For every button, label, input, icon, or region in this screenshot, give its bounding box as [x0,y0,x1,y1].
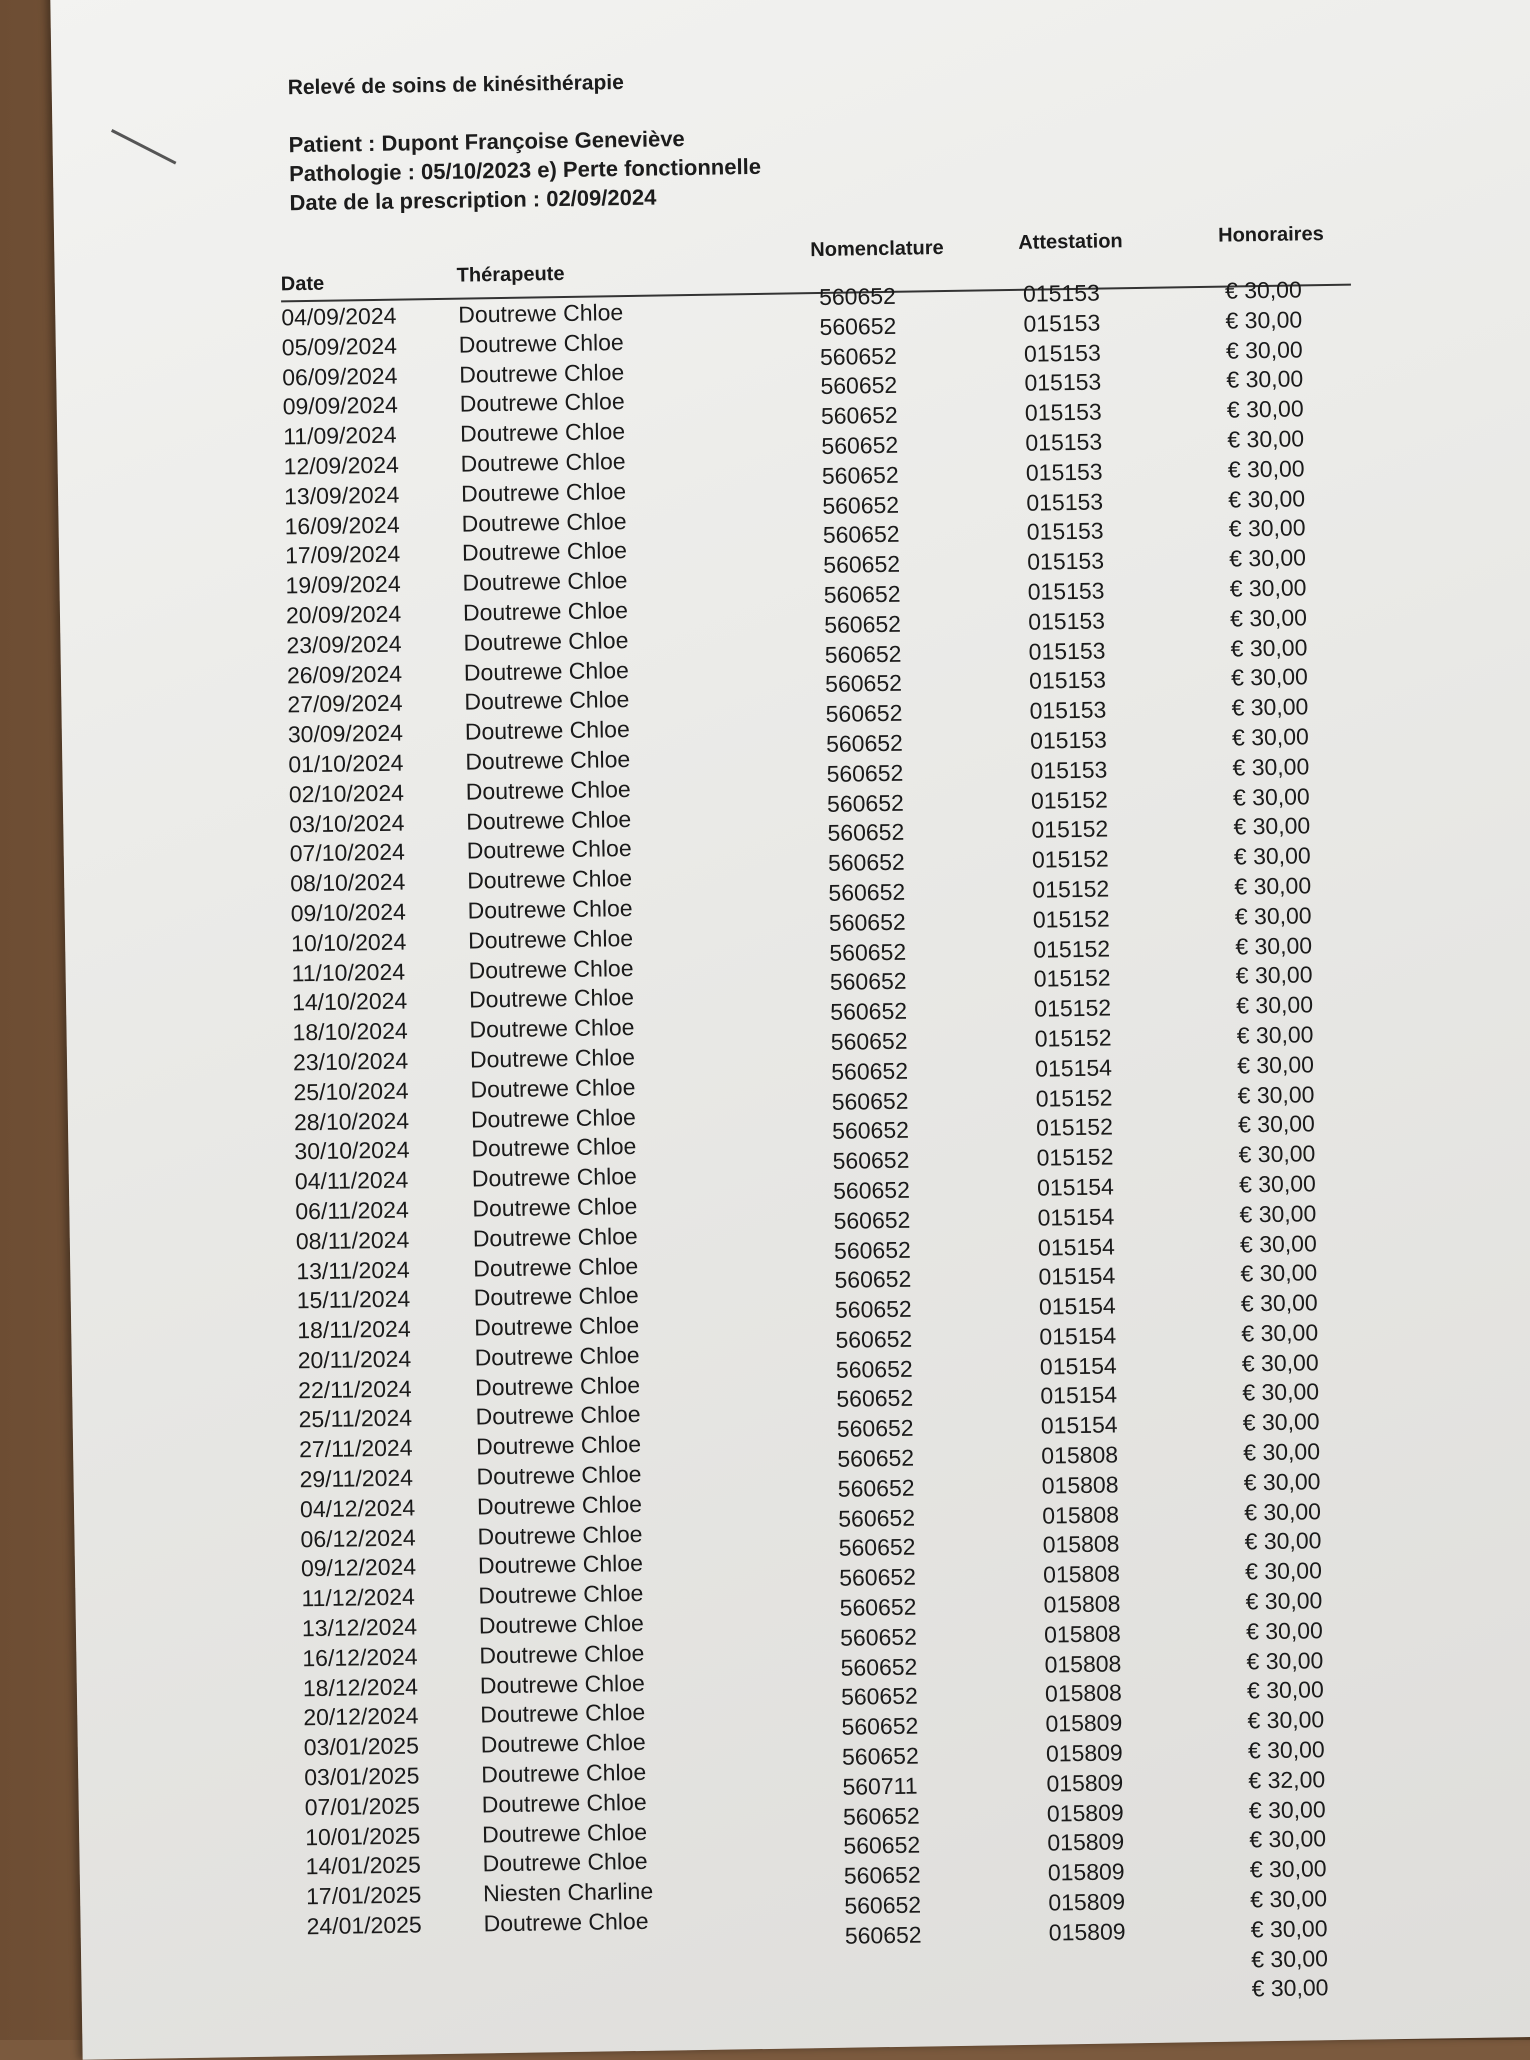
cell-attestation: 015808 [1043,1590,1121,1618]
cell-nomenclature: 560652 [836,1385,914,1413]
cell-attestation: 015808 [1042,1560,1121,1588]
cell-date: 13/11/2024 [296,1256,410,1284]
column-header-fees: Honoraires [1217,223,1324,247]
cell-nomenclature: 560652 [822,521,900,549]
cell-attestation: 015153 [1026,488,1104,516]
cell-nomenclature: 560711 [842,1772,918,1800]
cell-date: 05/09/2024 [281,332,398,361]
cell-attestation: 015153 [1028,666,1107,695]
cell-date: 01/10/2024 [288,749,404,778]
cell-attestation: 015153 [1022,279,1100,307]
column-header-therapist: Thérapeute [456,262,565,287]
cell-nomenclature: 560652 [833,1236,911,1264]
cell-attestation: 015153 [1029,696,1107,724]
prescription-date-line: Date de la prescription : 02/09/2024 [289,184,657,216]
document-page [50,0,1530,2060]
cell-therapist: Doutrewe Chloe [462,596,629,626]
cell-fee: € 30,00 [1236,991,1314,1019]
cell-therapist: Doutrewe Chloe [460,448,626,477]
cell-date: 25/11/2024 [298,1404,413,1433]
cell-date: 30/09/2024 [287,719,404,748]
cell-therapist: Doutrewe Chloe [463,656,630,686]
patient-line: Patient : Dupont Françoise Geneviève [288,126,685,158]
cell-attestation: 015153 [1027,607,1106,635]
cell-fee: € 30,00 [1229,544,1307,572]
cell-therapist: Doutrewe Chloe [459,358,625,388]
cell-attestation: 015808 [1044,1679,1122,1708]
cell-nomenclature: 560652 [838,1504,916,1532]
cell-fee: € 30,00 [1225,306,1303,334]
cell-nomenclature: 560652 [844,1921,922,1949]
cell-attestation: 015154 [1040,1381,1118,1410]
cell-date: 03/10/2024 [289,809,405,837]
cell-therapist: Doutrewe Chloe [474,1312,640,1341]
cell-fee: € 30,00 [1247,1736,1325,1764]
cell-therapist: Doutrewe Chloe [482,1848,648,1877]
cell-fee: € 30,00 [1230,663,1309,691]
cell-nomenclature: 560652 [831,1087,909,1115]
cell-therapist: Doutrewe Chloe [475,1401,641,1430]
cell-fee: € 30,00 [1237,1080,1315,1108]
cell-date: 18/12/2024 [302,1673,419,1701]
cell-fee: € 30,00 [1245,1587,1323,1615]
column-header-date: Date [280,272,325,296]
cell-date: 08/11/2024 [295,1226,410,1254]
cell-therapist: Doutrewe Chloe [477,1550,644,1579]
cell-therapist: Doutrewe Chloe [476,1460,642,1490]
cell-attestation: 015152 [1033,935,1111,963]
cell-nomenclature: 560652 [831,1116,910,1145]
cell-attestation: 015152 [1036,1143,1114,1171]
cell-date: 18/10/2024 [292,1017,408,1046]
cell-fee: € 30,00 [1240,1259,1318,1287]
cell-nomenclature: 560652 [833,1206,911,1234]
cell-nomenclature: 560652 [826,789,904,817]
cell-therapist: Doutrewe Chloe [464,686,630,715]
cell-therapist: Doutrewe Chloe [478,1580,644,1609]
cell-nomenclature: 560652 [844,1891,922,1919]
cell-fee: € 30,00 [1239,1199,1317,1228]
cell-date: 03/01/2025 [304,1762,420,1791]
cell-fee: € 30,00 [1231,693,1309,721]
cell-nomenclature: 560652 [824,670,903,698]
cell-attestation: 015809 [1045,1709,1123,1737]
cell-date: 23/10/2024 [292,1047,409,1076]
cell-fee: € 30,00 [1235,931,1313,960]
cell-therapist: Doutrewe Chloe [466,865,633,894]
cell-therapist: Doutrewe Chloe [468,954,634,984]
cell-nomenclature: 560652 [840,1653,918,1681]
column-header-attestation: Attestation [1018,230,1123,254]
cell-fee: € 30,00 [1248,1795,1326,1824]
cell-fee: € 30,00 [1243,1438,1321,1466]
cell-fee: € 30,00 [1224,276,1302,304]
cell-date: 24/01/2025 [306,1911,422,1940]
cell-attestation: 015152 [1031,815,1109,844]
cell-fee: € 30,00 [1227,425,1305,453]
cell-fee: € 30,00 [1229,574,1307,602]
cell-date: 07/01/2025 [304,1792,421,1821]
cell-attestation: 015152 [1032,875,1110,903]
cell-nomenclature: 560652 [826,759,904,787]
cell-therapist: Doutrewe Chloe [465,745,631,775]
cell-fee: € 30,00 [1228,484,1306,513]
cell-attestation: 015154 [1040,1411,1118,1439]
cell-therapist: Doutrewe Chloe [472,1192,638,1222]
cell-fee: € 30,00 [1249,1855,1327,1883]
cell-attestation: 015154 [1035,1054,1113,1082]
cell-therapist: Doutrewe Chloe [462,567,628,596]
cell-date: 13/12/2024 [301,1613,418,1642]
cell-date: 26/09/2024 [286,660,403,688]
cell-date: 23/09/2024 [286,630,402,659]
cell-fee: € 30,00 [1244,1527,1322,1555]
pathology-line: Pathologie : 05/10/2023 e) Perte fonctionnelle [288,153,762,187]
cell-nomenclature: 560652 [838,1534,916,1562]
cell-therapist: Doutrewe Chloe [470,1103,637,1133]
cell-date: 16/12/2024 [302,1643,418,1672]
cell-attestation: 015153 [1030,756,1108,784]
cell-fee: € 30,00 [1251,1974,1329,2002]
care-table [280,222,1378,2033]
cell-therapist: Doutrewe Chloe [483,1907,649,1937]
cell-therapist: Doutrewe Chloe [469,1043,636,1073]
cell-attestation: 015809 [1047,1828,1125,1856]
cell-date: 07/10/2024 [289,838,406,867]
cell-therapist: Doutrewe Chloe [466,805,632,835]
cell-nomenclature: 560652 [821,461,899,489]
cell-nomenclature: 560652 [824,610,902,638]
cell-date: 04/12/2024 [299,1494,416,1523]
cell-attestation: 015153 [1028,637,1106,665]
cell-attestation: 015808 [1043,1620,1122,1648]
cell-fee: € 30,00 [1237,1110,1316,1138]
document-header [288,69,762,217]
cell-fee: € 30,00 [1233,812,1311,840]
cell-therapist: Doutrewe Chloe [461,507,627,537]
cell-therapist: Doutrewe Chloe [467,894,633,924]
cell-fee: € 30,00 [1250,1885,1328,1913]
cell-therapist: Doutrewe Chloe [481,1818,648,1848]
cell-nomenclature: 560652 [821,431,899,459]
cell-date: 19/09/2024 [285,570,401,599]
cell-therapist: Doutrewe Chloe [469,1014,635,1043]
cell-attestation: 015154 [1039,1352,1117,1380]
cell-date: 29/11/2024 [299,1464,414,1493]
cell-therapist: Doutrewe Chloe [471,1133,637,1162]
cell-nomenclature: 560652 [819,342,897,370]
cell-attestation: 015152 [1033,964,1111,992]
cell-therapist: Doutrewe Chloe [467,924,634,954]
cell-nomenclature: 560652 [820,401,898,430]
cell-date: 04/09/2024 [281,302,397,331]
cell-fee: € 30,00 [1228,514,1306,542]
cell-attestation: 015153 [1027,547,1105,575]
cell-date: 18/11/2024 [297,1315,411,1344]
cell-nomenclature: 560652 [823,580,901,608]
cell-attestation: 015153 [1029,726,1108,754]
cell-attestation: 015153 [1023,339,1101,367]
cell-date: 09/12/2024 [300,1553,417,1582]
cell-fee: € 30,00 [1246,1646,1324,1675]
cell-therapist: Doutrewe Chloe [480,1699,646,1728]
cell-therapist: Doutrewe Chloe [479,1669,645,1699]
cell-fee: € 30,00 [1245,1617,1324,1645]
cell-attestation: 015808 [1041,1441,1119,1469]
cell-date: 27/11/2024 [298,1434,413,1463]
cell-therapist: Doutrewe Chloe [460,477,627,507]
cell-attestation: 015153 [1027,577,1105,605]
cell-therapist: Doutrewe Chloe [458,299,624,328]
cell-nomenclature: 560652 [843,1832,921,1860]
cell-attestation: 015153 [1024,368,1102,397]
cell-attestation: 015153 [1025,458,1103,486]
cell-therapist: Doutrewe Chloe [478,1609,645,1639]
cell-nomenclature: 560652 [836,1414,914,1443]
cell-therapist: Doutrewe Chloe [474,1341,640,1371]
document-title: Relevé de soins de kinésithérapie [287,71,625,100]
cell-nomenclature: 560652 [829,967,907,996]
cell-nomenclature: 560652 [829,938,907,966]
cell-fee: € 30,00 [1232,753,1310,781]
cell-attestation: 015152 [1035,1083,1113,1112]
cell-attestation: 015153 [1023,309,1101,337]
cell-attestation: 015152 [1034,994,1112,1022]
cell-therapist: Doutrewe Chloe [473,1252,639,1282]
cell-date: 16/09/2024 [284,511,400,539]
cell-attestation: 015153 [1026,517,1104,546]
cell-date: 25/10/2024 [293,1077,409,1106]
cell-nomenclature: 560652 [841,1712,919,1741]
cell-nomenclature: 560652 [840,1683,919,1711]
cell-therapist: Doutrewe Chloe [471,1163,637,1192]
cell-nomenclature: 560652 [841,1742,919,1770]
cell-nomenclature: 560652 [839,1593,917,1621]
cell-attestation: 015152 [1031,845,1109,873]
cell-fee: € 30,00 [1242,1408,1320,1436]
cell-fee: € 30,00 [1230,633,1308,662]
cell-therapist: Doutrewe Chloe [481,1758,647,1788]
cell-nomenclature: 560652 [835,1355,913,1383]
cell-nomenclature: 560652 [819,312,897,340]
cell-attestation: 015154 [1036,1173,1115,1201]
cell-fee: € 30,00 [1226,395,1304,423]
cell-therapist: Doutrewe Chloe [464,716,630,745]
cell-date: 04/11/2024 [294,1166,409,1195]
cell-attestation: 015809 [1045,1739,1123,1767]
cell-nomenclature: 560652 [827,819,905,847]
cell-therapist: Doutrewe Chloe [480,1729,646,1758]
cell-date: 09/10/2024 [290,898,407,927]
cell-attestation: 015809 [1047,1858,1125,1886]
cell-therapist: Doutrewe Chloe [459,388,625,418]
cell-fee: € 30,00 [1235,961,1313,989]
cell-therapist: Doutrewe Chloe [468,984,635,1013]
cell-fee: € 30,00 [1238,1170,1317,1198]
cell-therapist: Doutrewe Chloe [477,1520,643,1550]
cell-date: 15/11/2024 [296,1285,411,1314]
cell-nomenclature: 560652 [828,908,906,936]
cell-nomenclature: 560652 [834,1295,912,1323]
cell-date: 06/09/2024 [282,362,398,390]
cell-attestation: 015154 [1037,1232,1115,1261]
cell-attestation: 015154 [1039,1322,1117,1350]
cell-fee: € 30,00 [1226,365,1304,393]
cell-date: 10/10/2024 [290,928,407,957]
cell-therapist: Doutrewe Chloe [461,537,628,566]
cell-attestation: 015154 [1037,1203,1115,1231]
cell-fee: € 30,00 [1232,782,1310,811]
cell-nomenclature: 560652 [825,729,904,757]
cell-date: 20/12/2024 [303,1702,419,1731]
cell-fee: € 30,00 [1227,455,1305,483]
cell-attestation: 015808 [1044,1650,1122,1678]
cell-therapist: Doutrewe Chloe [463,626,629,656]
cell-date: 11/09/2024 [282,421,397,450]
cell-date: 27/09/2024 [287,689,403,718]
cell-nomenclature: 560652 [843,1861,921,1889]
cell-fee: € 30,00 [1244,1557,1323,1585]
cell-nomenclature: 560652 [837,1444,915,1472]
cell-attestation: 015152 [1032,905,1110,933]
cell-date: 03/01/2025 [303,1732,420,1761]
cell-fee: € 32,00 [1248,1766,1326,1794]
cell-date: 14/01/2025 [305,1851,421,1880]
cell-date: 14/10/2024 [291,987,408,1016]
cell-fee: € 30,00 [1246,1676,1324,1704]
cell-date: 28/10/2024 [293,1107,410,1135]
cell-date: 22/11/2024 [297,1375,412,1403]
cell-date: 30/10/2024 [294,1136,410,1165]
cell-fee: € 30,00 [1239,1229,1317,1257]
cell-fee: € 30,00 [1250,1915,1328,1943]
cell-nomenclature: 560652 [827,848,905,877]
cell-nomenclature: 560652 [839,1623,918,1651]
cell-therapist: Doutrewe Chloe [465,775,631,805]
cell-nomenclature: 560652 [831,1057,909,1085]
column-header-nomenclature: Nomenclature [810,236,944,262]
cell-date: 11/10/2024 [291,958,406,986]
cell-therapist: Doutrewe Chloe [470,1073,636,1103]
cell-attestation: 015152 [1034,1024,1112,1052]
cell-nomenclature: 560652 [823,550,901,579]
cell-date: 20/11/2024 [297,1345,412,1374]
cell-nomenclature: 560652 [830,997,908,1025]
cell-attestation: 015809 [1046,1769,1124,1797]
cell-fee: € 30,00 [1238,1140,1316,1168]
cell-date: 02/10/2024 [288,779,405,808]
cell-attestation: 015153 [1025,428,1103,456]
cell-nomenclature: 560652 [842,1802,920,1830]
cell-fee: € 30,00 [1231,723,1309,751]
cell-therapist: Doutrewe Chloe [466,835,632,864]
cell-nomenclature: 560652 [818,282,897,310]
cell-attestation: 015152 [1035,1113,1114,1141]
cell-therapist: Doutrewe Chloe [458,328,624,358]
cell-fee: € 30,00 [1236,1021,1314,1049]
cell-attestation: 015808 [1042,1501,1120,1529]
cell-nomenclature: 560652 [834,1265,912,1294]
cell-fee: € 30,00 [1251,1944,1329,1972]
cell-attestation: 015809 [1048,1918,1126,1946]
cell-date: 20/09/2024 [285,600,402,629]
cell-fee: € 30,00 [1249,1825,1327,1853]
cell-date: 13/09/2024 [283,481,400,510]
cell-nomenclature: 560652 [837,1474,915,1502]
cell-date: 10/01/2025 [304,1822,421,1850]
cell-date: 06/11/2024 [295,1196,409,1225]
cell-fee: € 30,00 [1225,335,1303,364]
cell-fee: € 30,00 [1242,1378,1320,1406]
cell-fee: € 30,00 [1240,1289,1318,1317]
cell-attestation: 015809 [1046,1799,1124,1827]
cell-date: 08/10/2024 [290,868,406,897]
cell-fee: € 30,00 [1234,872,1312,900]
cell-therapist: Doutrewe Chloe [476,1490,643,1520]
cell-date: 11/12/2024 [301,1583,416,1612]
cell-attestation: 015152 [1030,786,1108,814]
cell-date: 12/09/2024 [283,451,399,480]
cell-fee: € 30,00 [1234,902,1312,930]
cell-date: 17/01/2025 [305,1881,422,1910]
cell-nomenclature: 560652 [832,1146,910,1174]
cell-fee: € 30,00 [1229,604,1308,632]
cell-fee: € 30,00 [1236,1051,1315,1079]
cell-fee: € 30,00 [1241,1348,1319,1377]
cell-nomenclature: 560652 [824,640,902,668]
cell-date: 17/09/2024 [284,540,401,569]
cell-nomenclature: 560652 [835,1325,913,1353]
cell-nomenclature: 560652 [822,491,900,519]
cell-date: 06/12/2024 [300,1524,416,1552]
cell-fee: € 30,00 [1247,1706,1325,1734]
cell-therapist: Doutrewe Chloe [459,418,626,447]
cell-therapist: Doutrewe Chloe [474,1371,641,1401]
cell-nomenclature: 560652 [838,1563,917,1592]
cell-therapist: Niesten Charline [482,1877,654,1907]
cell-therapist: Doutrewe Chloe [479,1639,645,1669]
cell-attestation: 015154 [1038,1262,1116,1290]
cell-attestation: 015808 [1042,1530,1120,1559]
cell-attestation: 015809 [1048,1888,1126,1916]
cell-attestation: 015154 [1038,1292,1116,1320]
cell-therapist: Doutrewe Chloe [472,1222,638,1252]
cell-fee: € 30,00 [1233,842,1311,870]
cell-fee: € 30,00 [1243,1468,1321,1496]
cell-date: 09/09/2024 [282,391,399,420]
cell-nomenclature: 560652 [820,372,898,400]
cell-nomenclature: 560652 [830,1027,908,1055]
cell-attestation: 015808 [1041,1471,1119,1499]
cell-therapist: Doutrewe Chloe [473,1282,639,1311]
pen-mark [111,129,176,164]
cell-therapist: Doutrewe Chloe [475,1431,642,1460]
cell-therapist: Doutrewe Chloe [481,1788,647,1818]
cell-nomenclature: 560652 [828,878,906,906]
cell-attestation: 015153 [1024,398,1102,426]
cell-fee: € 30,00 [1244,1497,1322,1526]
cell-nomenclature: 560652 [825,699,903,728]
cell-fee: € 30,00 [1241,1319,1319,1347]
cell-nomenclature: 560652 [832,1176,911,1204]
